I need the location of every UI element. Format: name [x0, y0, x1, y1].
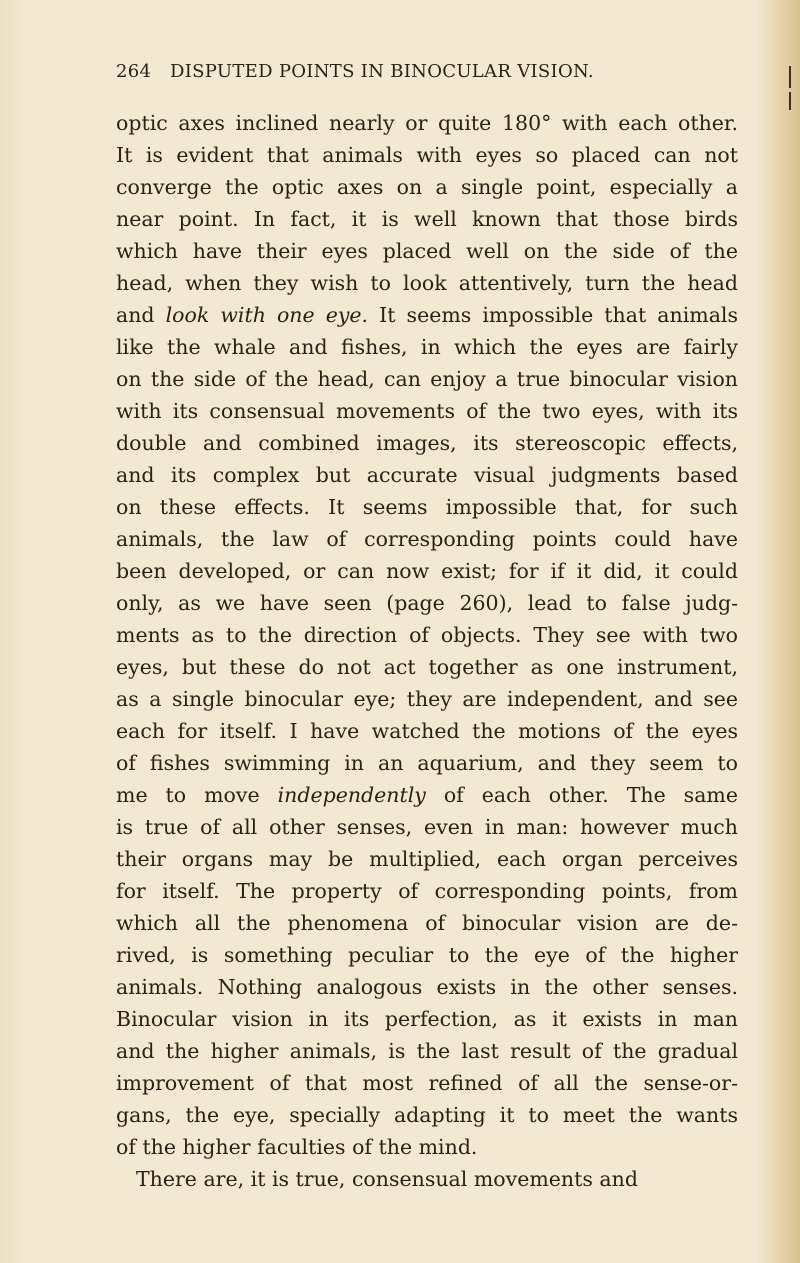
- text-run: It seems impossible that animals: [368, 303, 738, 327]
- text-line: which all the phenomena of binocular vision are de-: [116, 911, 738, 935]
- text-line: [116, 779, 738, 811]
- text-line: on these effects. It seems impossible that, for such: [116, 495, 738, 519]
- text-line: is true of all other senses, even in man: however much: [116, 815, 738, 839]
- text-line: each for itself. I have watched the motions of the eyes: [116, 719, 738, 743]
- text-line: for itself. The property of corresponding points, from: [116, 879, 738, 903]
- page-header: [116, 60, 676, 84]
- text-line: There are, it is true, consensual movements and: [136, 1167, 638, 1191]
- text-line: animals. Nothing analogous exists in the other senses.: [116, 975, 738, 999]
- running-head: DISPUTED POINTS IN BINOCULAR VISION.: [170, 61, 594, 82]
- text-line: and the higher animals, is the last result of the gradual: [116, 1039, 738, 1063]
- page-number: 264: [116, 61, 152, 82]
- text-line: head, when they wish to look attentively, turn the head: [116, 271, 738, 295]
- text-line: converge the optic axes on a single point, especially a: [116, 175, 738, 199]
- text-line: Binocular vision in its perfection, as it exists in man: [116, 1007, 738, 1031]
- gutter-mark-top: [789, 66, 791, 88]
- gutter-mark-second: [789, 92, 791, 110]
- text-line: near point. In fact, it is well known that those birds: [116, 207, 738, 231]
- text-line: which have their eyes placed well on the side of the: [116, 239, 738, 263]
- text-line: gans, the eye, specially adapting it to meet the wants: [116, 1103, 738, 1127]
- text-line: double and combined images, its stereoscopic effects,: [116, 431, 738, 455]
- page-left-shading: [0, 0, 30, 1263]
- text-run: and: [116, 303, 166, 327]
- text-run: me to move: [116, 783, 278, 807]
- italic-phrase: independently: [277, 783, 426, 807]
- text-line: with its consensual movements of the two eyes, with its: [116, 399, 738, 423]
- text-line: like the whale and fishes, in which the eyes are fairly: [116, 335, 738, 359]
- text-line: and its complex but accurate visual judgments based: [116, 463, 738, 487]
- text-line: of fishes swimming in an aquarium, and they seem to: [116, 751, 738, 775]
- text-line: as a single binocular eye; they are independent, and see: [116, 687, 738, 711]
- text-line: It is evident that animals with eyes so placed can not: [116, 143, 738, 167]
- text-line: their organs may be multiplied, each organ perceives: [116, 847, 738, 871]
- text-line: ments as to the direction of objects. They see with two: [116, 623, 738, 647]
- text-line: been developed, or can now exist; for if it did, it could: [116, 559, 738, 583]
- body-text: [116, 107, 738, 1195]
- page-right-shading: [754, 0, 800, 1263]
- text-line: improvement of that most refined of all the sense-or-: [116, 1071, 738, 1095]
- text-line: of the higher faculties of the mind.: [116, 1135, 478, 1159]
- text-run: of each other. The same: [425, 783, 738, 807]
- text-line: rived, is something peculiar to the eye of the higher: [116, 943, 738, 967]
- text-line: eyes, but these do not act together as one instrument,: [116, 655, 738, 679]
- text-line: animals, the law of corresponding points could have: [116, 527, 738, 551]
- text-line: [116, 299, 738, 331]
- text-line: only, as we have seen (page 260), lead to false judg-: [116, 591, 738, 615]
- italic-phrase: look with one eye.: [165, 303, 369, 327]
- text-line: on the side of the head, can enjoy a true binocular vision: [116, 367, 738, 391]
- text-line: optic axes inclined nearly or quite 180° with each other.: [116, 111, 738, 135]
